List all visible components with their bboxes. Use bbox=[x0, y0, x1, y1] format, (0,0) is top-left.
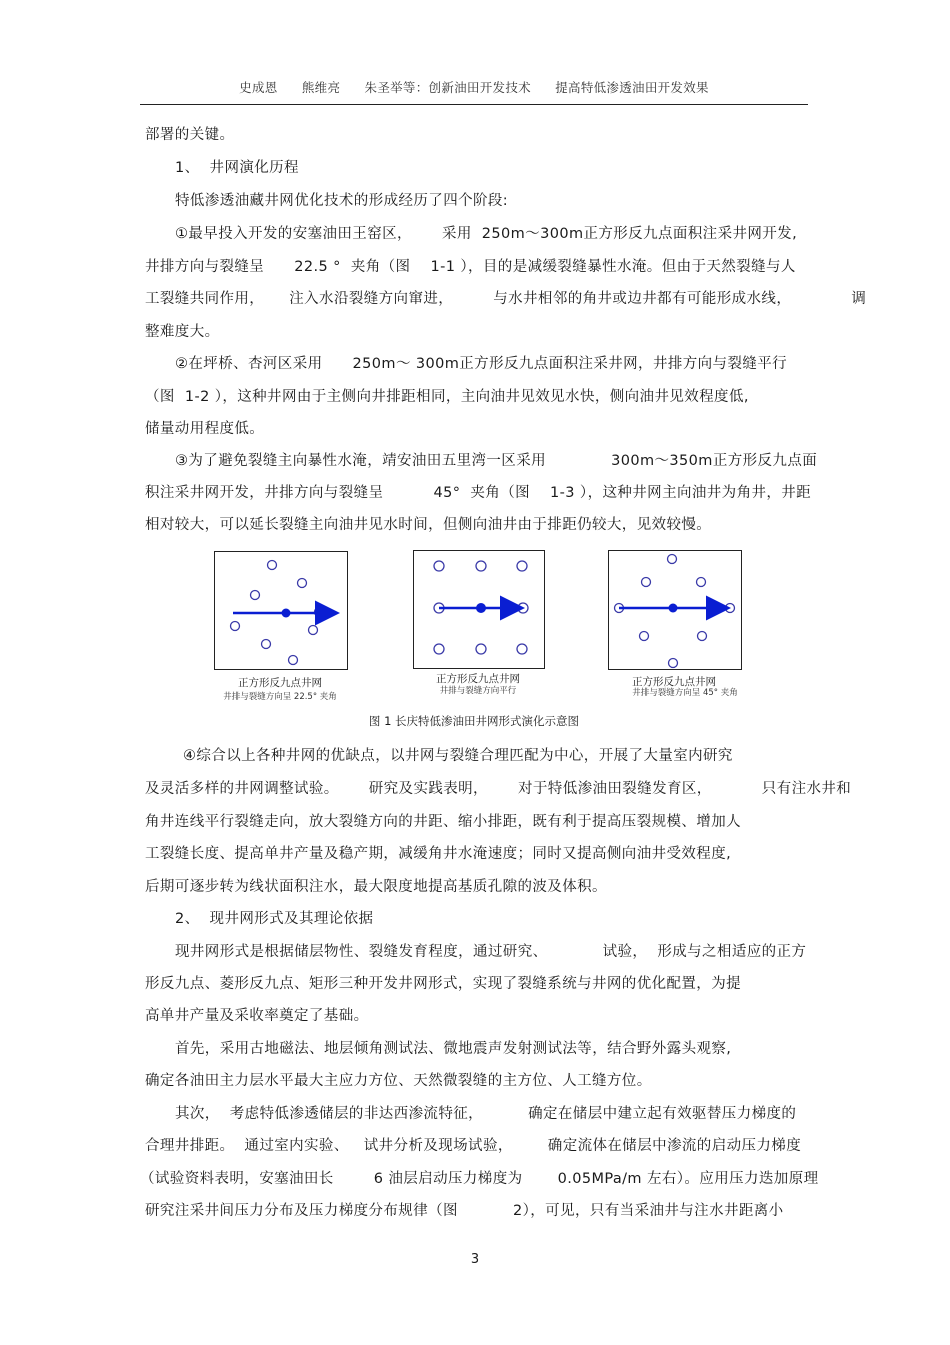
well-pattern-panel-1 bbox=[214, 551, 348, 670]
text-line: 角井连线平行裂缝走向，放大裂缝方向的井距、缩小排距，既有利于提高压裂规模、增加人 bbox=[145, 814, 741, 830]
oil-well-icon bbox=[434, 644, 444, 654]
oil-well-icon bbox=[231, 622, 240, 631]
oil-well-icon bbox=[289, 656, 298, 665]
text-line: 相对较大，可以延长裂缝主向油井见水时间，但侧向油井由于排距仍较大，见效较慢。 bbox=[145, 517, 712, 533]
oil-well-icon bbox=[640, 632, 649, 641]
text-line: 整难度大。 bbox=[145, 324, 220, 340]
text-line: ①最早投入开发的安塞油田王窑区， 采用 250m～300m正方形反九点面积注采井网开发, bbox=[175, 226, 798, 242]
oil-well-icon bbox=[517, 561, 527, 571]
oil-well-icon bbox=[726, 604, 735, 613]
text-line: 形反九点、菱形反九点、矩形三种开发井网形式，实现了裂缝系统与井网的优化配置，为提 bbox=[145, 976, 741, 992]
oil-well-icon bbox=[434, 561, 444, 571]
header-divider bbox=[140, 104, 808, 105]
oil-well-icon bbox=[251, 591, 260, 600]
oil-well-icon bbox=[476, 561, 486, 571]
panel-3-subtitle: 井排与裂缝方向呈 45° 夹角 bbox=[632, 688, 738, 698]
well-pattern-panel-3 bbox=[608, 550, 742, 670]
oil-well-icon bbox=[517, 644, 527, 654]
oil-well-icon bbox=[309, 626, 318, 635]
text-line: 合理井排距。 通过室内实验、 试井分析及现场试验， 确定流体在储层中渗流的启动压力梯度 bbox=[145, 1138, 802, 1154]
text-line: 部署的关键。 bbox=[145, 127, 235, 143]
oil-well-icon bbox=[298, 579, 307, 588]
well-pattern-diagram-3 bbox=[609, 551, 741, 669]
text-line: 积注采井网开发，井排方向与裂缝呈 45° 夹角（图 1-3 ），这种井网主向油井为角井，井距 bbox=[145, 485, 812, 501]
page-number: 3 bbox=[470, 1252, 480, 1267]
header-author-2: 熊维亮 bbox=[301, 80, 341, 95]
panel-2-subtitle: 井排与裂缝方向平行 bbox=[439, 686, 517, 696]
header-author-1: 史成恩 bbox=[239, 80, 278, 95]
text-line: 特低渗透油藏井网优化技术的形成经历了四个阶段: bbox=[175, 193, 509, 209]
panel-3-title: 正方形反九点井网 bbox=[632, 676, 716, 688]
text-line: 研究注采井间压力分布及压力梯度分布规律（图 2），可见，只有当采油井与注水井距离小 bbox=[145, 1203, 784, 1219]
panel-2-title: 正方形反九点井网 bbox=[436, 673, 520, 685]
well-pattern-diagram-2 bbox=[414, 551, 544, 668]
text-line: ②在坪桥、杏河区采用 250m～ 300m正方形反九点面积注采井网，井排方向与裂缝平行 bbox=[175, 356, 788, 372]
text-line: 及灵活多样的井网调整试验。 研究及实践表明， 对于特低渗油田裂缝发育区， 只有注水井和 bbox=[145, 781, 852, 797]
oil-well-icon bbox=[642, 578, 651, 587]
text-line: 储量动用程度低。 bbox=[145, 421, 265, 437]
text-line: 工裂缝共同作用， 注入水沿裂缝方向窜进， 与水井相邻的角井或边井都有可能形成水线， 调 bbox=[145, 291, 867, 307]
text-line: 确定各油田主力层水平最大主应力方位、天然微裂缝的主方位、人工缝方位。 bbox=[145, 1073, 652, 1089]
injection-well-icon bbox=[268, 561, 277, 570]
center-injection-well-icon bbox=[669, 604, 678, 613]
panel-1-title: 正方形反九点井网 bbox=[238, 677, 322, 689]
oil-well-icon bbox=[697, 578, 706, 587]
oil-well-icon bbox=[669, 659, 678, 668]
text-line: ④综合以上各种井网的优缺点，以井网与裂缝合理匹配为中心，开展了大量室内研究 bbox=[183, 748, 733, 764]
oil-well-icon bbox=[262, 640, 271, 649]
center-injection-well-icon bbox=[282, 609, 291, 618]
text-line: ③为了避免裂缝主向暴性水淹，靖安油田五里湾一区采用 300m～350m正方形反九点面 bbox=[175, 453, 818, 469]
section-heading-1: 1、 井网演化历程 bbox=[175, 160, 299, 176]
well-pattern-diagram-1 bbox=[215, 552, 347, 669]
text-line: 其次， 考虑特低渗透储层的非达西渗流特征， 确定在储层中建立起有效驱替压力梯度的 bbox=[175, 1106, 797, 1122]
text-line: 现井网形式是根据储层物性、裂缝发育程度，通过研究、 试验， 形成与之相适应的正方 bbox=[175, 944, 807, 960]
panel-1-subtitle: 井排与裂缝方向呈 22.5° 夹角 bbox=[223, 692, 337, 702]
text-line: 后期可逐步转为线状面积注水，最大限度地提高基质孔隙的波及体积。 bbox=[145, 879, 607, 895]
header-author-3: 朱圣举等：创新油田开发技术 bbox=[364, 80, 531, 95]
text-line: 首先，采用古地磁法、地层倾角测试法、微地震声发射测试法等，结合野外露头观察, bbox=[175, 1041, 732, 1057]
text-line: （试验资料表明，安塞油田长 6 油层启动压力梯度为 0.05MPa/m 左右）。应用压力迭加原理 bbox=[140, 1171, 819, 1187]
center-injection-well-icon bbox=[476, 603, 486, 613]
well-pattern-panel-2 bbox=[413, 550, 545, 669]
oil-well-icon bbox=[698, 632, 707, 641]
text-line: 井排方向与裂缝呈 22.5 ° 夹角（图 1-1 ），目的是减缓裂缝暴性水淹。但由于天然裂缝与人 bbox=[145, 259, 796, 275]
text-line: 高单井产量及采收率奠定了基础。 bbox=[145, 1008, 369, 1024]
oil-well-icon bbox=[668, 555, 677, 564]
running-header bbox=[140, 78, 808, 96]
text-line: （图 1-2 ），这种井网由于主侧向井排距相同，主向油井见效见水快，侧向油井见效程度低, bbox=[145, 389, 749, 405]
section-heading-2: 2、 现井网形式及其理论依据 bbox=[175, 911, 374, 927]
header-title: 提高特低渗透油田开发效果 bbox=[555, 80, 709, 95]
oil-well-icon bbox=[476, 644, 486, 654]
figure-caption: 图 1 长庆特低渗油田井网形式演化示意图 bbox=[368, 714, 580, 728]
text-line: 工裂缝长度、提高单井产量及稳产期，减缓角井水淹速度；同时又提高侧向油井受效程度, bbox=[145, 846, 732, 862]
